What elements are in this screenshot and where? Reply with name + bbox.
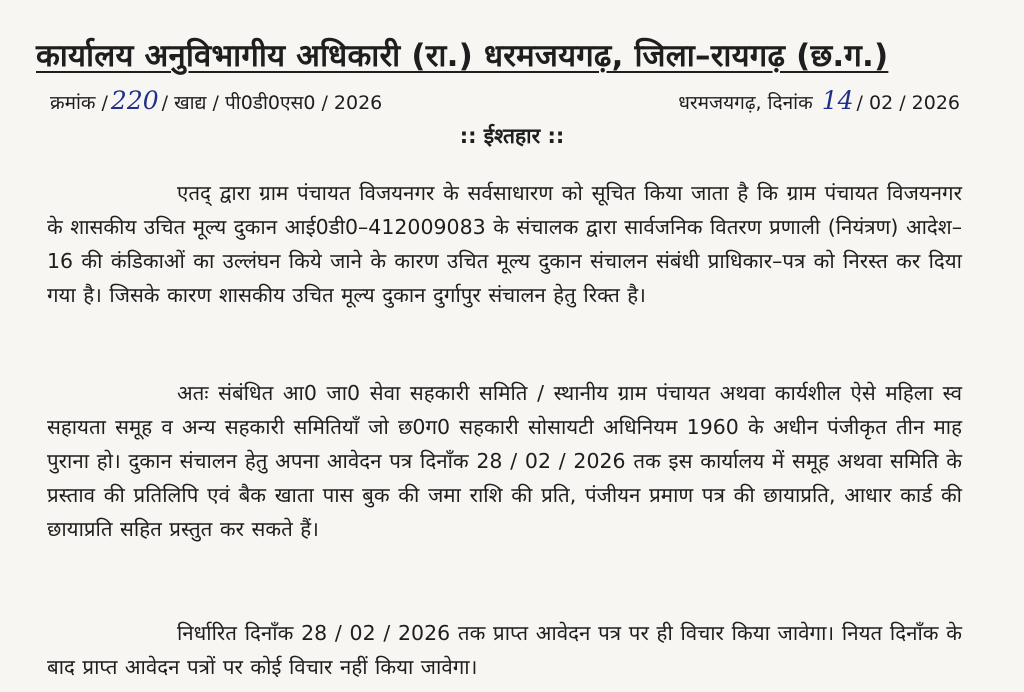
notice-title: :: ईश्तहार ::	[459, 124, 565, 148]
paragraph-3-text: निर्धारित दिनाँक 28 / 02 / 2026 तक प्राप्त आवेदन पत्र पर ही विचार किया जावेगा। नियत दिनाँक के बाद प्राप्त आवेदन पत्रों पर कोई विचार नहीं किया जावेगा।	[47, 621, 962, 679]
paragraph-1	[47, 176, 962, 312]
handwritten-reference-number: 220	[110, 86, 159, 115]
reference-suffix: / खाद्य / पी0डी0एस0 / 2026	[161, 92, 383, 114]
paragraph-2-text: अतः संबंधित आ0 जा0 सेवा सहकारी समिति / स्थानीय ग्राम पंचायत अथवा कार्यशील ऐसे महिला स्व सहायता समूह व अन्य सहकारी समितियाँ जो छ0ग0 सहकारी सोसायटी अधिनियम 1960 के अधीन पंजीकृत तीन माह पुराना हो। दुकान संचालन हेतु अपना आवेदन पत्र दिनाँक 28 / 02 / 2026 तक इस कार्यालय में समूह अथवा समिति के प्रस्ताव की प्रतिलिपि एवं बैक खाता पास बुक की जमा राशि की प्रति, पंजीयन प्रमाण पत्र की छायाप्रति, आधार कार्ड की छायाप्रति सहित प्रस्तुत कर सकते हैं।	[47, 381, 962, 541]
date-month-year: / 02 / 2026	[856, 92, 960, 114]
handwritten-day: 14	[821, 86, 854, 115]
reference-number	[50, 86, 382, 115]
place-date-label: धरमजयगढ़, दिनांक	[678, 92, 813, 114]
reference-row	[50, 86, 960, 116]
paragraph-3	[47, 616, 962, 684]
reference-prefix: क्रमांक /	[50, 92, 108, 114]
reference-date	[678, 86, 960, 115]
paragraph-1-text: एतद् द्वारा ग्राम पंचायत विजयनगर के सर्वसाधारण को सूचित किया जाता है कि ग्राम पंचायत विजयनगर के शासकीय उचित मूल्य दुकान आई0डी0–412009083 के संचालक द्वारा सार्वजनिक वितरण प्रणाली (नियंत्रण) आदेश–16 की कंडिकाओं का उल्लंघन किये जाने के कारण उचित मूल्य दुकान संचालन संबंधी प्राधिकार–पत्र को निरस्त कर दिया गया है। जिसके कारण शासकीय उचित मूल्य दुकान दुर्गापुर संचालन हेतु रिक्त है।	[47, 181, 962, 307]
paragraph-2	[47, 376, 962, 546]
office-heading: कार्यालय अनुविभागीय अधिकारी (रा.) धरमजयगढ़, जिला–रायगढ़ (छ.ग.)	[36, 38, 889, 74]
